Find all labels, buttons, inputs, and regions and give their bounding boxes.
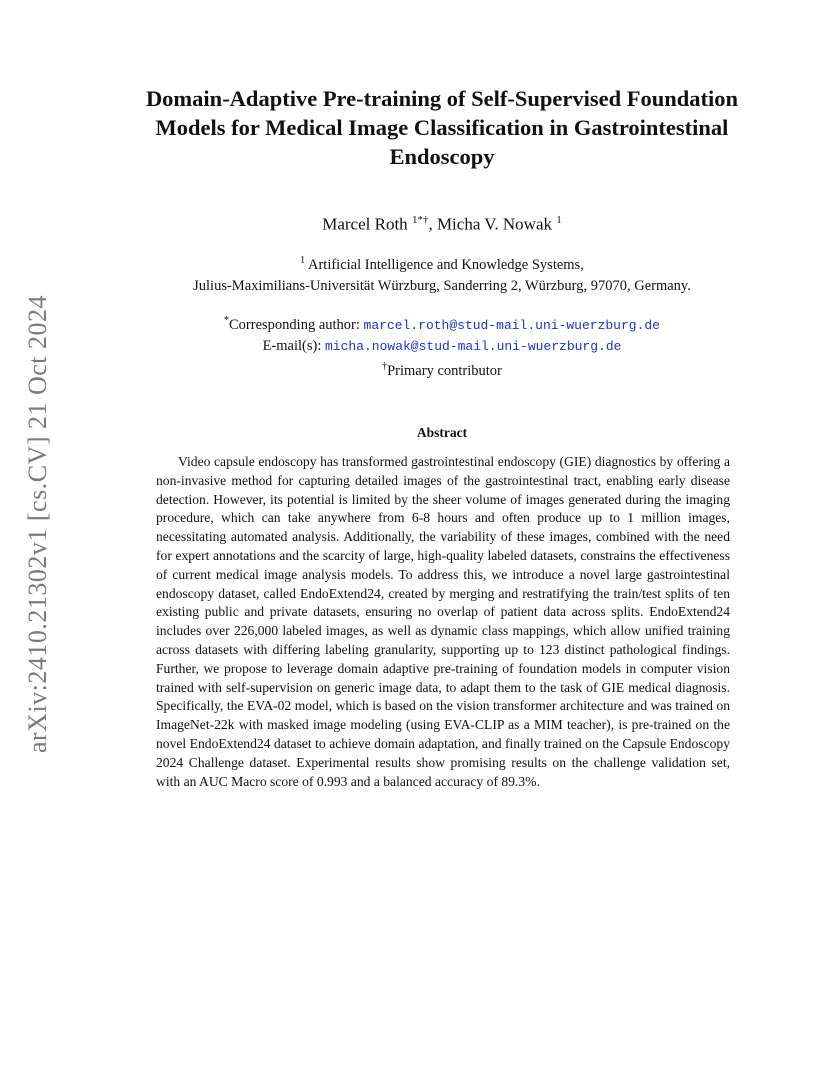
author-affiliation-marker: 1*†: [411, 214, 429, 226]
corresponding-email-link[interactable]: marcel.roth@stud-mail.uni-wuerzburg.de: [363, 317, 660, 333]
author-name: Marcel Roth: [322, 214, 408, 234]
emails-label: E-mail(s):: [262, 337, 325, 354]
author-line: [110, 209, 774, 236]
author-email-link[interactable]: micha.nowak@stud-mail.uni-wuerzburg.de: [324, 338, 622, 354]
abstract-heading: Abstract: [416, 425, 468, 440]
emails-line: [110, 336, 774, 357]
affiliation-marker: 1: [300, 255, 306, 266]
corresponding-author-line: [110, 311, 774, 336]
paper-title: Domain-Adaptive Pre-training of Self-Supervised Foundation Models for Medical Image Classification in Gastrointestinal Endoscopy: [145, 86, 739, 169]
arxiv-identifier-text: arXiv:2410.21302v1 [cs.CV] 21 Oct 2024: [23, 294, 52, 754]
corresponding-label: Corresponding author:: [229, 316, 364, 333]
affiliation-line: [110, 250, 774, 276]
arxiv-identifier-stamp: [10, 289, 66, 759]
contact-block: [110, 311, 774, 381]
author-affiliation-marker: 1: [556, 214, 562, 226]
corresponding-marker: *: [224, 315, 230, 326]
author-separator: ,: [428, 214, 437, 234]
primary-contributor-line: [110, 357, 774, 381]
affiliation-block: [110, 250, 774, 297]
affiliation-line: Julius-Maximilians-Universität Würzburg, Sanderring 2, Würzburg, 97070, Germany.: [193, 277, 691, 294]
abstract-body: Video capsule endoscopy has transformed gastrointestinal endoscopy (GIE) diagnostics by offering a non-invasive method for capturing detailed images of the gastrointestinal tract, enabling early disease detection. However, its potential is limited by the sheer volume of images generated during the imaging procedure, which can take anywhere from 6-8 hours and often produce up to 1 million images, necessitating automated analysis. Additionally, the variability of these images, combined with the need for expert annotations and the scarcity of large, high-quality labeled datasets, constrains the effectiveness of current medical image analysis models. To address this, we introduce a novel large gastrointestinal endoscopy dataset, called EndoExtend24, created by merging and restratifying the train/test splits of ten existing public and private datasets, ensuring no overlap of patient data across splits. EndoExtend24 includes over 226,000 labeled images, as well as dynamic class mappings, which allow unified training across datasets with differing labeling granularity, supporting up to 123 distinct pathological findings. Further, we propose to leverage domain adaptive pre-training of foundation models in computer vision trained with self-supervision on generic image data, to adapt them to the task of GIE medical diagnosis. Specifically, the EVA-02 model, which is based on the vision transformer architecture and was trained on ImageNet-22k with masked image modeling (using EVA-CLIP as a MIM teacher), is pre-trained on the novel EndoExtend24 dataset to achieve domain adaptation, and finally trained on the Capsule Endoscopy 2024 Challenge dataset. Experimental results show promising results on the challenge validation set, with an AUC Macro score of 0.993 and a balanced accuracy of 89.3%.: [156, 454, 730, 789]
primary-label: Primary contributor: [387, 362, 502, 379]
author-name: Micha V. Nowak: [436, 214, 552, 234]
primary-marker: †: [382, 360, 388, 372]
affiliation-text: Artificial Intelligence and Knowledge Systems,: [308, 256, 584, 273]
